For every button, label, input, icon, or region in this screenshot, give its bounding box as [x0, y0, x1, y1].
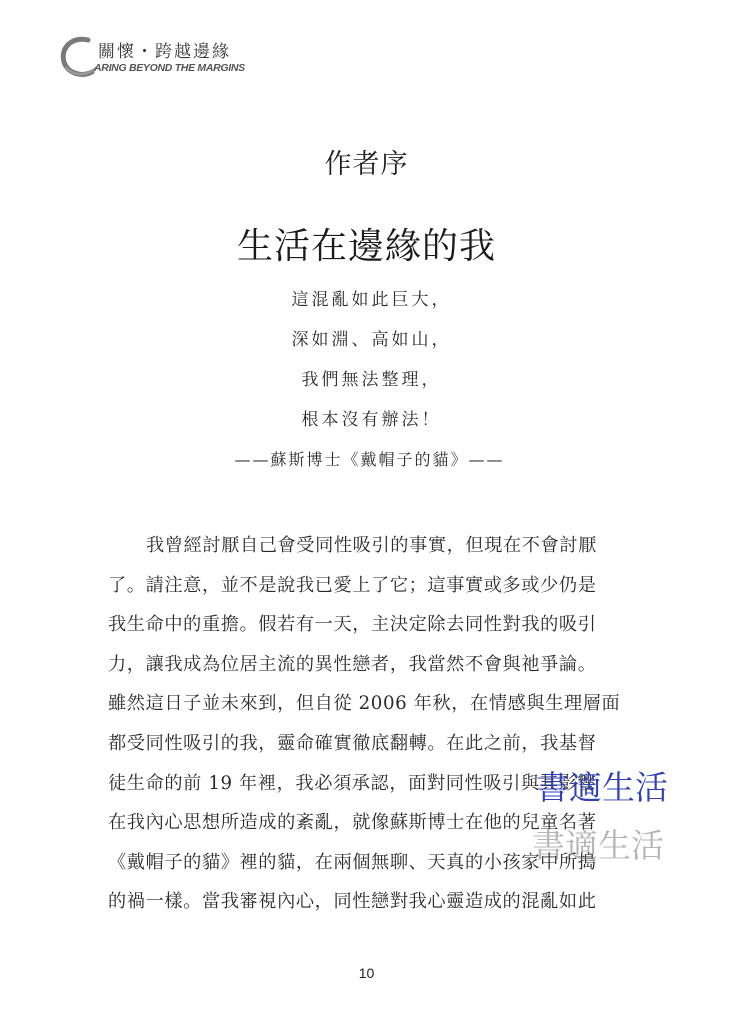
body-line: 雖然這日子並未來到，但自從 2006 年秋，在情感與生理層面 [108, 693, 621, 715]
epigraph-source: ——蘇斯博士《戴帽子的貓》—— [234, 450, 505, 469]
body-line: 在我內心思想所造成的紊亂，就像蘇斯博士在他的兒童名著 [108, 812, 597, 834]
epigraph [0, 288, 733, 472]
body-line: 都受同性吸引的我，靈命確實徹底翻轉。在此之前，我基督 [108, 732, 597, 754]
epigraph-line: 我們無法整理， [301, 370, 442, 390]
epigraph-line: 深如淵、高如山， [291, 330, 452, 350]
watermark-primary: 書適生活 [536, 768, 668, 807]
header-title-cn: 關懷・跨越邊緣 [98, 42, 231, 62]
watermark-secondary: 書適生活 [532, 826, 664, 865]
body-line: 我生命中的重擔。假若有一天，主決定除去同性對我的吸引 [108, 614, 597, 636]
body-line: 《戴帽子的貓》裡的貓，在兩個無聊、天真的小孩家中所搗 [108, 851, 597, 873]
header-logo [58, 34, 278, 80]
body-line: 徒生命的前 19 年裡，我必須承認，面對同性吸引與其影響 [108, 772, 597, 794]
header-title-en: ARING BEYOND THE MARGINS [94, 62, 245, 74]
chapter-title: 生活在邊緣的我 [236, 226, 496, 267]
page-number: 10 [358, 965, 375, 981]
epigraph-line: 這混亂如此巨大， [291, 290, 452, 310]
preface-label: 作者序 [324, 149, 409, 180]
body-line: 力，讓我成為位居主流的異性戀者，我當然不會與祂爭論。 [108, 653, 597, 675]
body-line: 的禍一樣。當我審視內心，同性戀對我心靈造成的混亂如此 [108, 891, 597, 913]
body-line: 了。請注意，並不是說我已愛上了它；這事實或多或少仍是 [108, 574, 597, 596]
epigraph-line: 根本沒有辦法！ [301, 410, 442, 430]
body-line: 我曾經討厭自己會受同性吸引的事實，但現在不會討厭 [146, 535, 597, 556]
